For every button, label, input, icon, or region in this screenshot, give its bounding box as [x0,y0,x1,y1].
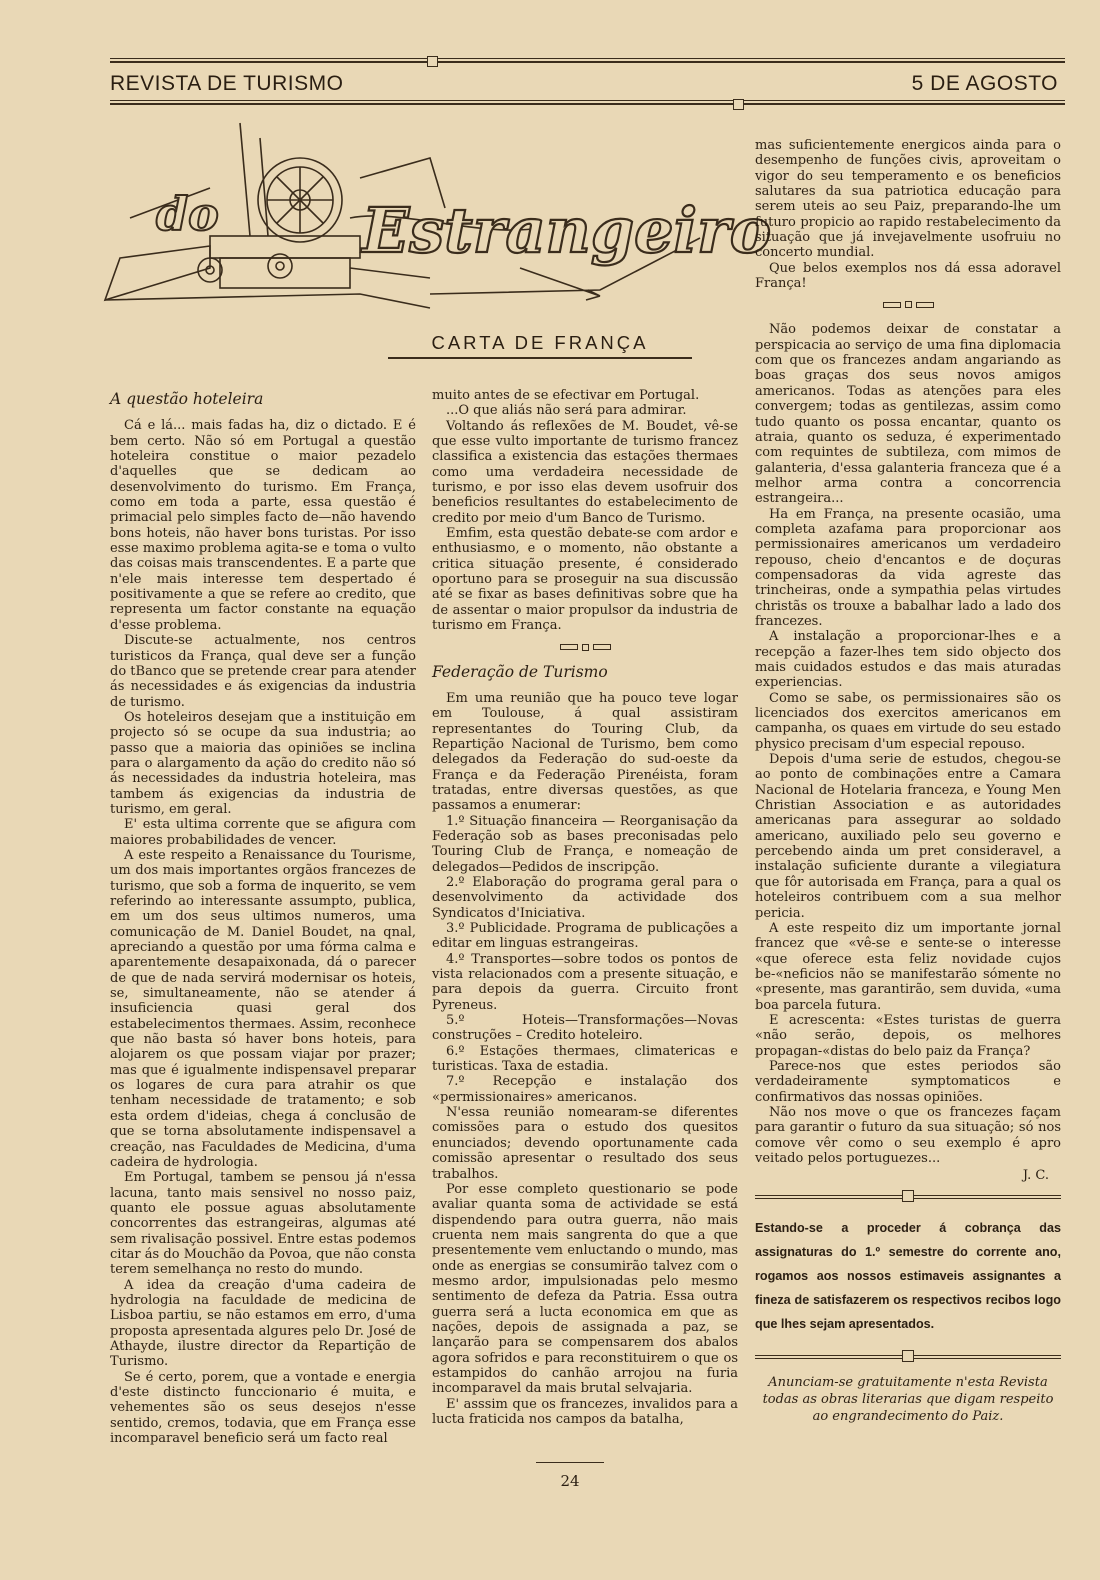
col1-paragraph: Em Portugal, tambem se pensou já n'essa lacuna, tanto mais sensivel no nosso paiz, quanto ele possue aguas absolutamente concorrentes das estrangeiras, algumas até sem rivalisação possivel. Entre estas podemos citar ás do Mouchão da Povoa, que não consta terem semelhança no resto do mundo. [110,1170,416,1278]
col2-paragraph: Em uma reunião que ha pouco teve logar em Toulouse, á qual assistiram representantes do Touring Club, da Repartição Nacional de Turismo, bem como delegados da Federação do sud-oeste da França e da Federação Pirenéista, foram tratadas, entre diversas questões, as que passamos a enumerar: [432,690,738,814]
header-rule-ornament [733,99,744,110]
col3-paragraph: Parece-nos que estes periodos são verdadeiramente symptomaticos e confirmativos das nossas opiniões. [755,1058,1061,1105]
col3-paragraph: Não nos move o que os francezes façam para garantir o futuro da sua situação; só nos comove vêr como o seu exemplo é apro veitado pelos portuguezes... [755,1104,1061,1166]
col2-list-item: 4.º Transportes—sobre todos os pontos de vista relacionados com a presente situação, e para depois da guerra. Circuito front Pyreneus. [432,951,738,1013]
col2-paragraph: ...O que aliás não será para admirar. [446,403,687,419]
col2-paragraph: muito antes de se efectivar em Portugal. [432,388,700,403]
col3-paragraph: A instalação a proporcionar-lhes e a recepção a fazer-lhes tem sido objecto dos mais cuidados estudos e das mais aturadas experiencias. [755,629,1061,691]
col1-paragraph: Os hoteleiros desejam que a instituição em projecto só se ocupe da sua industria; ao passo que a maioria das opiniões se inclina para o alargamento da ação do credito não só ás necessidades da industria hoteleira, mas tambem ás exigencias da industria de turismo, em geral. [110,709,416,817]
header-title: REVISTA DE TURISMO [110,72,344,95]
col2-paragraph: Por esse completo questionario se pode avaliar quanta soma de actividade se está dispendendo para outra guerra, não mais cruenta nem mais sangrenta do que a que presentemente vem enluctando o mundo, mas onde as energias se consumirão talvez com o mesmo ardor, impulsionadas pelo mesmo sentimento de defeza da Patria. Essa outra guerra será a lucta economica em que as nações, depois de assignada a paz, se lançarão para se compensarem dos abalos agora sofridos e para reconstituirem o que os estampidos do canhão arrojou na furia incomparavel da mais brutal selvajaria. [432,1181,738,1397]
notice-rule-top [755,1190,1061,1204]
col2-list-item: 2.º Elaboração do programa geral para o desenvolvimento da actividade dos Syndicatos d'Iniciativa. [432,874,738,921]
col1-paragraph: Se é certo, porem, que a vontade e energia d'este distincto funccionario é muita, e vehementes são os seus desejos n'esse sentido, cremos, todavia, que em França esse incomparavel beneficio será um facto real [110,1369,416,1447]
col1-paragraph: A este respeito a Renaissance du Tourisme, um dos mais importantes orgãos francezes de turismo, que sob a forma de inquerito, se vem referindo ao interessante assumpto, publica, em um dos seus ultimos numeros, uma comunicação de M. Daniel Boudet, na qnal, apreciando a questão por uma fórma calma e aparentemente desapaixonada, dá o parecer de que de nada servirá modernisar os hoteis, se, simultaneamente, não se atender á insuficiencia quasi geral dos estabelecimentos thermaes. Assim, reconhece que não basta só haver bons hoteis, para alojarem os que possam viajar por prazer; mas que é igualmente indispensavel preparar os logares de cura para atrahir os que tenham necessidade de tratamento; e sob esta ordem d'ideias, chega á conclusão de que se torna absolutamente indispensavel a creação, nas Faculdades de Medicina, d'uma cadeira de hydrologia. [110,847,416,1170]
carta-underline [388,357,692,359]
col2-list-item: 1.º Situação financeira — Reorganisação da Federação sob as bases preconisadas pelo Touring Club de França, e nomeação de delegados—Pedidos de inscripção. [432,813,738,875]
header-date: 5 DE AGOSTO [911,72,1058,95]
col2-paragraph: Voltando ás reflexões de M. Boudet, vê-se que esse vulto importante de turismo francez classifica a existencia das estações thermaes como uma verdadeira necessidade de turismo, e por isso elas devem usofruir dos beneficios resultantes do estabelecimento de credito por meio d'um Banco de Turismo. [432,418,738,526]
page-number-rule [536,1462,604,1463]
col3-paragraph: Que belos exemplos nos dá essa adoravel França! [755,260,1061,292]
col2-list-item: 7.º Recepção e instalação dos «permissionaires» americanos. [432,1074,738,1105]
col1-paragraph: Discute-se actualmente, nos centros turisticos da França, qual deve ser a função do tBanco que se pretende crear para atender ás necessidades e ás exigencias da industria de turismo. [110,633,416,710]
col1-paragraph: A idea da creação d'uma cadeira de hydrologia na faculdade de medicina de Lisboa partiu, se não estamos em erro, d'uma proposta apresentada algures pelo Dr. José de Athayde, ilustre director da Repartição de Turismo. [110,1277,416,1370]
column-1 [110,392,416,1446]
col1-paragraph: Cá e lá... mais fadas ha, diz o dictado. E é bem certo. Não só em Portugal a questão hoteleira constitue o maior pezadelo d'aquelles que se dedicam ao desenvolvimento do turismo. Em França, como em toda a parte, essa questão é primacial pelo simples facto de—não havendo bons hoteis, não haver bons turistas. Por isso esse maximo problema agita-se e toma o vulto das coisas mais transcendentes. E a parte que n'ele mais interesse tem despertado é positivamente a que se refere ao credito, que representa um factor constante na equação d'esse problema. [110,418,416,633]
column-3 [755,138,1061,1425]
col2-list-item: 6.º Estações thermaes, climatericas e turisticas. Taxa de estadia. [432,1043,738,1075]
column-2 [432,388,738,1427]
free-advert-notice: Anunciam-se gratuitamente n'esta Revista todas as obras literarias que digam respeito ao engrandecimento do Paiz. [762,1374,1054,1424]
col1-paragraph: E' esta ultima corrente que se afigura com maiores probabilidades de vencer. [110,817,416,848]
subscription-notice: Estando-se a proceder á cobrança das assignaturas do 1.º semestre do corrente ano, rogamos aos nossos estimaveis assignantes a fineza de satisfazerem os respectivos recibos logo que lhes sejam apresentados. [755,1220,1061,1331]
masthead-word-do: do [156,187,219,241]
col2-paragraph: Emfim, esta questão debate-se com ardor e enthusiasmo, e o momento, não obstante a critica situação presente, é considerado oportuno para se proseguir na sua discussão até se fixar as bases definitivas sobre que ha de assentar o maior propulsor da industria de turismo em França. [432,526,738,634]
col3-paragraph: Depois d'uma serie de estudos, chegou-se ao ponto de combinações entre a Camara Nacional de Hotelaria franceza, e Young Men Christian Association e as autoridades americanas para assegurar ao soldado americano, auxiliado pelo seu governo e percebendo ainda um pret consideravel, a instalação suficiente durante a vilegiatura que fôr autorisada em França, para a qual os hoteleiros contribuem com a sua melhor pericia. [755,752,1061,921]
notice-rule-bottom [755,1350,1061,1364]
col3-paragraph: A este respeito diz um importante jornal francez que «vê-se e sente-se o interesse «que oferece esta feliz novidade cujos be-«neficios não se manifestarão sómente no «presente, mas garantirão, sem duvida, «uma boa parcela futura. [755,920,1061,1013]
col3-paragraph: mas suficientemente energicos ainda para o desempenho de funções civis, aproveitam o vigor do seu temperamento e os beneficios salutares da sua patriotica educação para serem uteis ao seu Paiz, preparando-lhe um futuro propicio ao rapido restabelecimento da situação que já invejavelmente usofruiu no concerto mundial. [755,138,1061,261]
section-title-questao-hoteleira: A questão hoteleira [110,390,264,408]
carta-de-franca-heading: CARTA DE FRANÇA [431,332,649,353]
header-bottom-rule [110,100,1065,105]
section-divider [432,644,738,651]
col2-paragraph: E' asssim que os francezes, invalidos para a lucta fraticida nos campos da batalha, [432,1396,738,1427]
section-divider [755,301,1061,308]
col3-paragraph: Ha em França, na presente ocasião, uma completa azafama para proporcionar aos permissionaires americanos um verdadeiro repouso, cheio d'encantos e de doçuras compensadoras da vida agreste das trincheiras, onde a sympathia pelas virtudes christãs os trouxe a babalhar lado a lado dos francezes. [755,506,1061,629]
article-signature: J. C. [1022,1168,1049,1184]
masthead-illustration [100,118,772,318]
page-number: 24 [560,1472,580,1490]
col3-paragraph: Não podemos deixar de constatar a perspicacia ao serviço de uma fina diplomacia com que os francezes andam angariando as boas graças dos seus novos amigos americanos. Todas as atenções para eles convergem; todas as gentilezas, assim como tudo quanto os possa encantar, quanto os atraia, quanto os seduza, é experimentado com requintes de subtileza, com mimos de galanteria, d'essa galanteria franceza que é a melhor arma contra a concorrencia estrangeira... [755,322,1061,507]
col3-paragraph: Como se sabe, os permissionaires são os licenciados dos exercitos americanos em campanha, os quaes em virtude do seu estado physico precisam d'um especial repouso. [755,690,1061,752]
top-rule-ornament [427,56,438,67]
col2-paragraph: N'essa reunião nomearam-se diferentes comissões para o estudo dos quesitos enunciados; devendo oportunamente cada comissão apresentar o resultado dos seus trabalhos. [432,1105,738,1182]
col2-list-item: 3.º Publicidade. Programa de publicações a editar em linguas estrangeiras. [432,921,738,952]
col2-list-item: 5.º Hoteis—Transformações—Novas construções – Credito hoteleiro. [432,1013,738,1044]
section-title-federacao: Federação de Turismo [432,662,608,681]
col3-paragraph: E acrescenta: «Estes turistas de guerra «não serão, depois, os melhores propagan-«distas do belo paiz da França? [755,1012,1061,1059]
top-rule [110,58,1065,63]
masthead-word-estrangeiro: Estrangeiro [362,194,772,267]
